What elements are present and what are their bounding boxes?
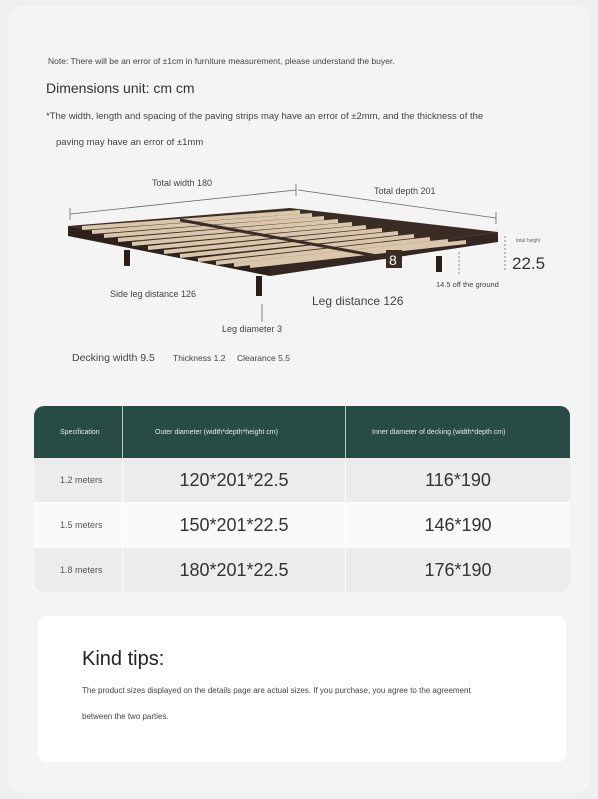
total-depth-label: Total depth 201: [374, 186, 436, 196]
table-header: [34, 406, 570, 458]
total-width-label: Total width 180: [152, 178, 213, 188]
bed-dimension-diagram: [0, 170, 598, 370]
thickness-label: Thickness 1.2: [173, 353, 226, 363]
leg-distance-label: Leg distance 126: [312, 294, 404, 308]
row-inner: 146*190: [345, 503, 570, 547]
height-marker: 8: [389, 252, 397, 268]
size-table: [34, 406, 570, 592]
measurement-note: Note: There will be an error of ±1cm in furniture measurement, please understand the buyer.: [48, 56, 395, 66]
total-height-value: 22.5: [512, 254, 546, 273]
row-spec: 1.5 meters: [60, 520, 103, 530]
table-row: [34, 503, 570, 547]
row-spec: 1.8 meters: [60, 565, 103, 575]
paving-note-line2: paving may have an error of ±1mm: [56, 137, 204, 148]
leg-diameter-label: Leg diameter 3: [222, 324, 283, 334]
paving-note-line1: *The width, length and spacing of the paving strips may have an error of ±2mm, and the thickness of the: [46, 111, 484, 122]
header-specification: Specification: [60, 428, 100, 436]
tips-line1: The product sizes displayed on the details page are actual sizes. If you purchase, you agree to the agreement: [82, 686, 471, 695]
table-row: [34, 458, 570, 502]
row-inner: 176*190: [345, 548, 570, 592]
header-outer-diameter: Outer diameter (width*depth*height cm): [122, 406, 345, 458]
clearance-label: Clearance 5.5: [237, 353, 290, 363]
bed-illustration: [0, 170, 598, 370]
tips-line2: between the two parties.: [82, 712, 169, 721]
total-height-label: total height: [516, 238, 541, 244]
row-outer: 180*201*22.5: [122, 548, 345, 592]
off-ground-label: 14.5 off the ground: [436, 280, 499, 289]
row-spec: 1.2 meters: [60, 475, 103, 485]
row-outer: 150*201*22.5: [122, 503, 345, 547]
row-inner: 116*190: [345, 458, 570, 502]
row-outer: 120*201*22.5: [122, 458, 345, 502]
dimensions-title: Dimensions unit: cm cm: [46, 80, 195, 96]
kind-tips-card: [38, 616, 566, 762]
tips-title: Kind tips:: [82, 648, 165, 670]
side-leg-distance-label: Side leg distance 126: [110, 289, 197, 299]
decking-width-label: Decking width 9.5: [72, 352, 155, 364]
table-row: [34, 548, 570, 592]
header-inner-diameter: Inner diameter of decking (width*depth cm): [345, 406, 570, 458]
